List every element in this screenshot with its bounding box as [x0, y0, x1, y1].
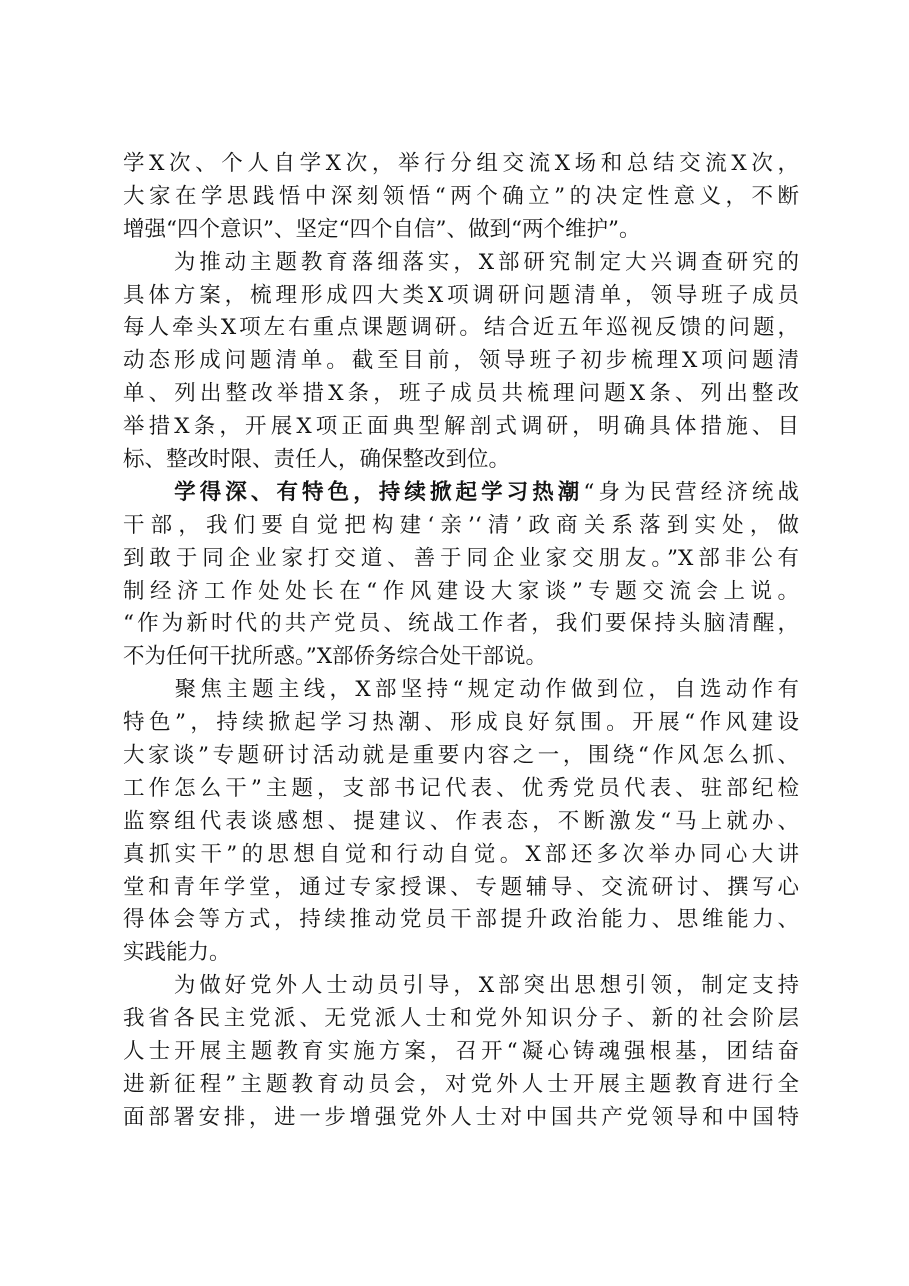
text-line: 堂和青年学堂，通过专家授课、专题辅导、交流研讨、撰写心 — [123, 874, 799, 900]
text-line: “作为新时代的共产党员、统战工作者，我们要保持头脑清醒， — [123, 611, 799, 637]
text-line: 监察组代表谈感想、提建议、作表态，不断激发“马上就办、 — [123, 808, 799, 834]
text-line: 面部署安排，进一步增强党外人士对中国共产党领导和中国特 — [123, 1104, 799, 1130]
text-line: 进新征程”主题教育动员会，对党外人士开展主题教育进行全 — [123, 1071, 799, 1097]
text-line: 工作怎么干”主题，支部书记代表、优秀党员代表、驻部纪检 — [123, 775, 799, 801]
text-line: 得体会等方式，持续推动党员干部提升政治能力、思维能力、 — [123, 907, 799, 933]
text-line: 干部，我们要自觉把构建‘亲’‘清’政商关系落到实处，做 — [123, 512, 799, 538]
text-line — [123, 477, 799, 510]
text-line: 动态形成问题清单。截至目前，领导班子初步梳理X项问题清 — [123, 348, 799, 374]
text-line: 学X次、个人自学X次，举行分组交流X场和总结交流X次， — [123, 151, 799, 176]
document-body — [123, 148, 799, 1135]
text-line: 标、整改时限、责任人，确保整改到位。 — [123, 447, 511, 473]
text-line: 真抓实干”的思想自觉和行动自觉。X部还多次举办同心大讲 — [123, 841, 799, 867]
text-line: 具体方案，梳理形成四大类X项调研问题清单，领导班子成员 — [123, 282, 799, 308]
text-line: 大家谈”专题研讨活动就是重要内容之一，围绕“作风怎么抓、 — [123, 743, 799, 769]
line-text: “身为民营经济统战 — [583, 479, 799, 505]
text-line: 举措X条，开展X项正面典型解剖式调研，明确具体措施、目 — [123, 414, 799, 440]
text-line: 人士开展主题教育实施方案，召开“凝心铸魂强根基，团结奋 — [123, 1039, 799, 1065]
text-line: 聚焦主题主线，X部坚持“规定动作做到位，自选动作有 — [123, 677, 799, 703]
text-line: 特色”，持续掀起学习热潮、形成良好氛围。开展“作风建设 — [123, 710, 799, 736]
text-line: 每人牵头X项左右重点课题调研。结合近五年巡视反馈的问题， — [123, 315, 799, 341]
text-line: 为推动主题教育落细落实，X部研究制定大兴调查研究的 — [123, 249, 799, 275]
text-line: 我省各民主党派、无党派人士和党外知识分子、新的社会阶层 — [123, 1006, 799, 1032]
text-line: 为做好党外人士动员引导，X部突出思想引领，制定支持 — [123, 973, 799, 999]
text-line: 不为任何干扰所惑。”X部侨务综合处干部说。 — [123, 644, 548, 670]
bold-heading: 学得深、有特色，持续掀起学习热潮 — [123, 479, 584, 505]
text-line: 单、列出整改举措X条，班子成员共梳理问题X条、列出整改 — [123, 381, 799, 407]
text-line: 制经济工作处处长在“作风建设大家谈”专题交流会上说。 — [123, 578, 799, 604]
text-line: 到敢于同企业家打交道、善于同企业家交朋友。”X部非公有 — [123, 545, 799, 571]
text-line: 大家在学思践悟中深刻领悟“两个确立”的决定性意义，不断 — [123, 183, 799, 209]
text-line: 增强“四个意识”、坚定“四个自信”、做到“两个维护”。 — [123, 216, 641, 242]
text-line: 实践能力。 — [123, 940, 231, 966]
